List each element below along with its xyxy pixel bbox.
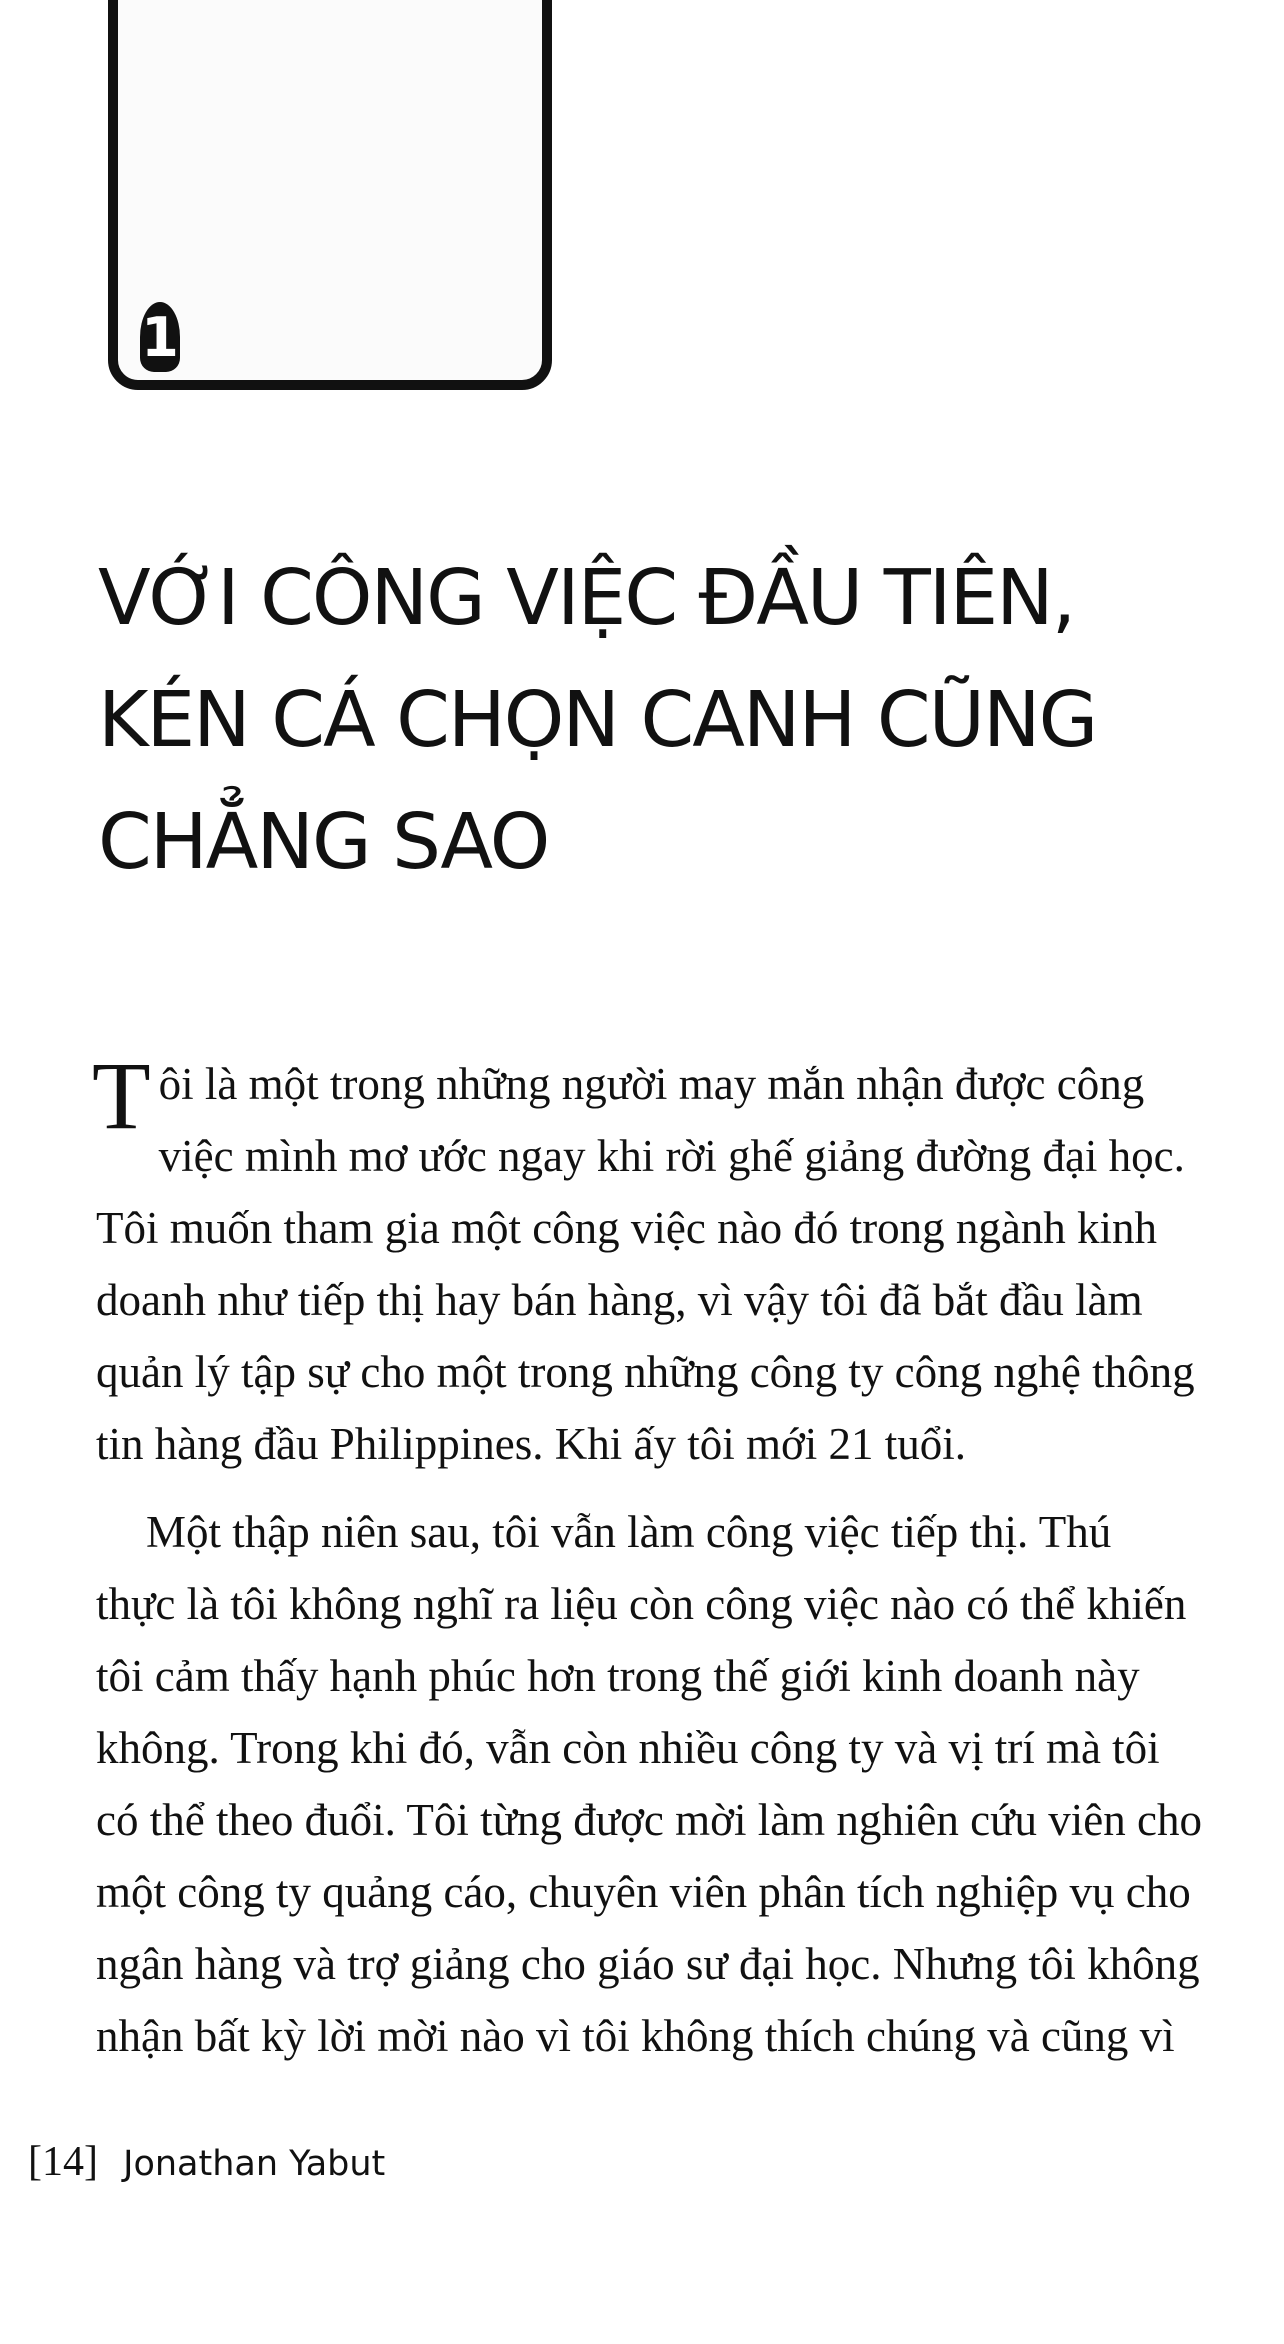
drop-cap: T <box>92 1042 151 1149</box>
page-number: [14] <box>28 2139 98 2185</box>
paragraph-line: Tôi muốn tham gia một công việc nào đó trong ngành kinh <box>96 1203 1158 1253</box>
paragraph-line: tôi cảm thấy hạnh phúc hơn trong thế giới kinh doanh này <box>96 1651 1140 1701</box>
author-name: Jonathan Yabut <box>123 2144 386 2184</box>
chapter-number: 1 <box>140 302 180 372</box>
paragraph-line: ngân hàng và trợ giảng cho giáo sư đại học. Nhưng tôi không <box>96 1939 1200 1989</box>
chapter-title-line: CHẲNG SAO <box>98 798 549 887</box>
paragraph-line: nhận bất kỳ lời mời nào vì tôi không thích chúng và cũng vì <box>96 2011 1175 2061</box>
paragraph-line: thực là tôi không nghĩ ra liệu còn công việc nào có thể khiến <box>96 1579 1187 1629</box>
chapter-title <box>98 538 1198 904</box>
chapter-title-line: VỚI CÔNG VIỆC ĐẦU TIÊN, <box>98 554 1075 643</box>
page-footer <box>28 2138 385 2186</box>
paragraph-line: tin hàng đầu Philippines. Khi ấy tôi mới 21 tuổi. <box>96 1419 967 1469</box>
chapter-box <box>108 0 552 390</box>
paragraph-2 <box>96 1496 1258 2072</box>
body-text <box>92 1042 1258 2072</box>
paragraph-line: Một thập niên sau, tôi vẫn làm công việc tiếp thị. Thú <box>146 1507 1112 1557</box>
paragraph-line: có thể theo đuổi. Tôi từng được mời làm nghiên cứu viên cho <box>96 1795 1202 1845</box>
paragraph-line: việc mình mơ ước ngay khi rời ghế giảng đường đại học. <box>158 1131 1185 1181</box>
paragraph-line: doanh như tiếp thị hay bán hàng, vì vậy tôi đã bắt đầu làm <box>96 1275 1143 1325</box>
paragraph-line: không. Trong khi đó, vẫn còn nhiều công ty và vị trí mà tôi <box>96 1723 1160 1773</box>
paragraph-line: một công ty quảng cáo, chuyên viên phân tích nghiệp vụ cho <box>96 1867 1191 1917</box>
paragraph-line: ôi là một trong những người may mắn nhận được công <box>158 1059 1145 1109</box>
paragraph-line: quản lý tập sự cho một trong những công ty công nghệ thông <box>96 1347 1195 1397</box>
paragraph-1 <box>92 1042 1258 1480</box>
chapter-title-line: KÉN CÁ CHỌN CANH CŨNG <box>98 676 1097 765</box>
